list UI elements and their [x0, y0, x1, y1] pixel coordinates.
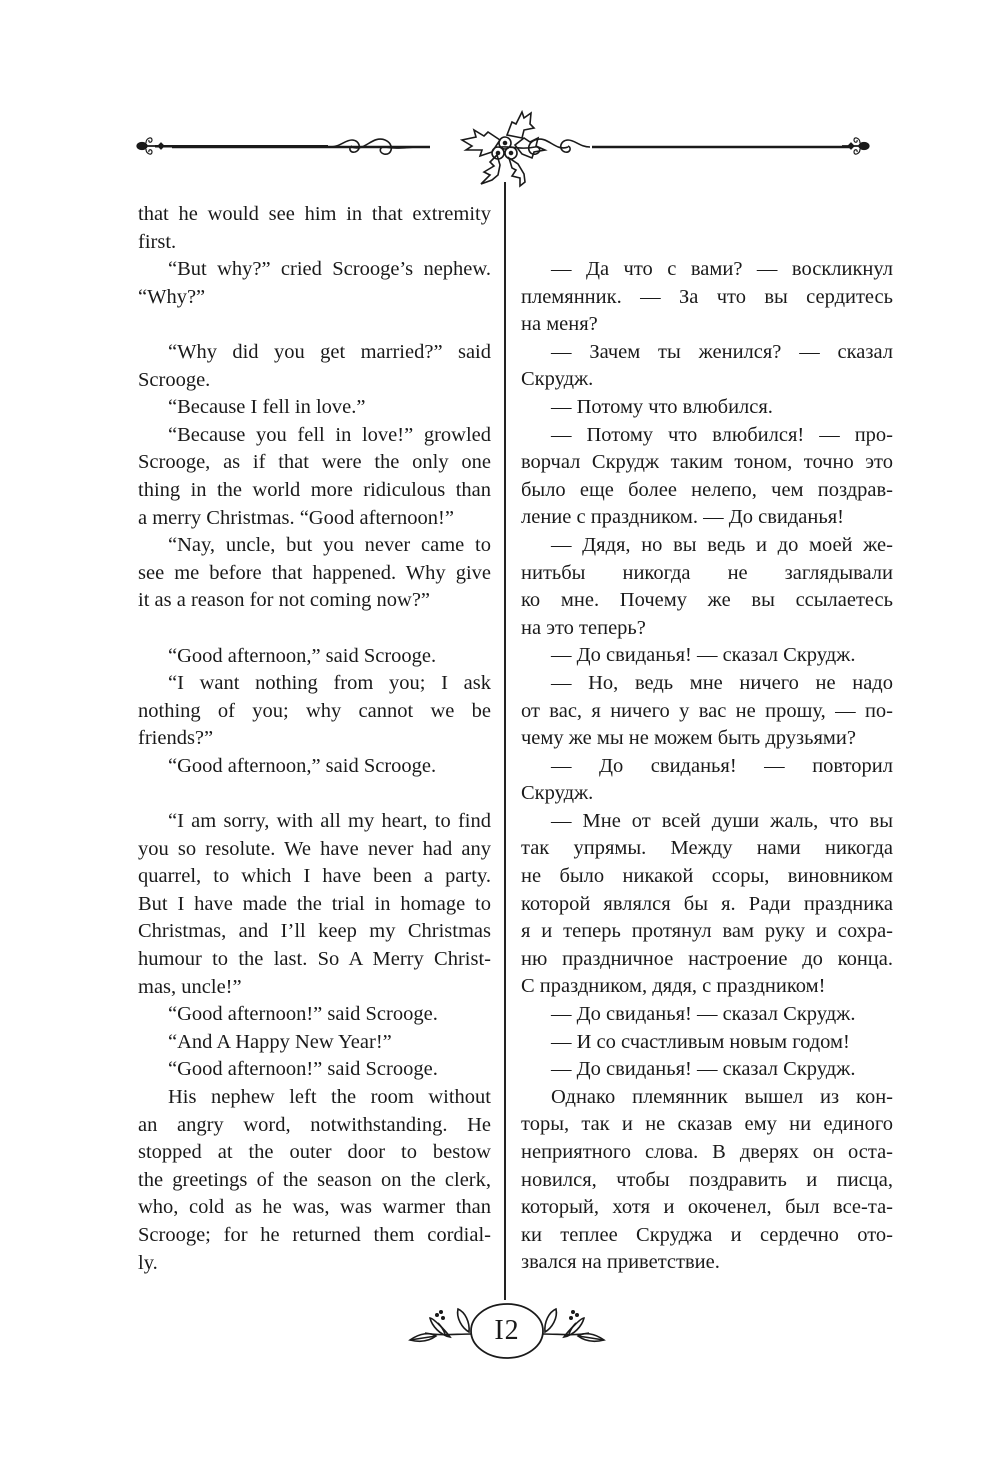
- text-line: на меня?: [521, 313, 598, 336]
- text-line: Scrooge; for he returned them cordial-: [138, 1223, 491, 1246]
- text-line: — До свиданья! — сказал Скрудж.: [551, 1058, 856, 1081]
- text-line: “I am sorry, with all my heart, to find: [168, 810, 491, 833]
- text-line: see me before that happened. Why give: [138, 561, 491, 584]
- text-line: торы, так и не сказав ему ни единого: [521, 1113, 893, 1136]
- text-line: Scrooge, as if that were the only one: [138, 451, 491, 474]
- text-line: — Но, ведь мне ничего не надо: [551, 671, 893, 694]
- text-line: — Зачем ты женился? — сказал: [551, 340, 893, 363]
- text-line: — До свиданья! — сказал Скрудж.: [551, 1003, 856, 1026]
- text-line: который, хотя и окоченел, был все-та-: [521, 1196, 893, 1219]
- text-line: Скрудж.: [521, 368, 594, 391]
- paragraph-gap: [138, 780, 491, 808]
- text-line: С праздником, дядя, с праздником!: [521, 975, 826, 998]
- text-line: “Because I fell in love.”: [168, 396, 366, 419]
- text-line: на это теперь?: [521, 616, 646, 639]
- text-line: Christmas, and I’ll keep my Christmas: [138, 920, 491, 943]
- text-line: you so resolute. We have never had any: [138, 837, 491, 860]
- text-line: “Nay, uncle, but you never came to: [168, 534, 491, 557]
- text-line: новился, чтобы поздравить и писца,: [521, 1168, 893, 1191]
- text-line: — Да что с вами? — воскликнул: [551, 258, 893, 280]
- english-column: [138, 201, 491, 1277]
- page-number: I2: [494, 1315, 520, 1346]
- text-line: “I want nothing from you; I ask: [168, 672, 491, 695]
- text-line: — До свиданья! — сказал Скрудж.: [551, 644, 856, 667]
- text-line: “And A Happy New Year!”: [168, 1030, 392, 1053]
- text-line: Scrooge.: [138, 368, 211, 391]
- text-line: friends?”: [138, 727, 214, 750]
- text-line: ly.: [138, 1251, 158, 1274]
- text-line: — Дядя, но вы ведь и до моей же-: [551, 533, 893, 556]
- text-line: “But why?” cried Scrooge’s nephew.: [168, 258, 491, 281]
- text-line: неприятного слова. В дверях он оста-: [521, 1141, 893, 1163]
- text-line: “Why?”: [138, 285, 206, 308]
- text-line: от вас, я ничего у вас не прошу, — по-: [521, 699, 893, 722]
- text-line: — До свиданья! — повторил: [551, 754, 893, 777]
- text-line: ки теплее Скруджа и сердечно ото-: [521, 1223, 893, 1246]
- text-line: it as a reason for not coming now?”: [138, 589, 431, 612]
- russian-column: [521, 256, 893, 1277]
- text-line: “Good afternoon,” said Scrooge.: [168, 754, 437, 777]
- text-line: the greetings of the season on the clerk,: [138, 1168, 491, 1191]
- text-line: mas, uncle!”: [138, 975, 242, 998]
- text-line: first.: [138, 230, 177, 253]
- text-line: “Good afternoon,” said Scrooge.: [168, 644, 437, 667]
- text-line: — Потому что влюбился! — про-: [551, 423, 893, 446]
- paragraph-gap: [138, 615, 491, 643]
- text-line: было еще более нелепо, чем поздрав-: [521, 478, 893, 501]
- text-line: звался на приветствие.: [521, 1251, 720, 1274]
- text-line: “Because you fell in love!” growled: [168, 423, 491, 446]
- holly-divider-ornament: [0, 0, 1000, 200]
- text-line: так упрямы. Между нами никогда: [521, 837, 893, 860]
- text-line: чему же мы не можем быть друзьями?: [521, 727, 856, 750]
- text-line: “Good afternoon!” said Scrooge.: [168, 1058, 438, 1081]
- text-line: who, cold as he was, was warmer than: [138, 1196, 491, 1219]
- text-line: “Good afternoon!” said Scrooge.: [168, 1003, 438, 1026]
- text-line: His nephew left the room without: [168, 1086, 491, 1108]
- text-line: an angry word, notwithstanding. He: [138, 1113, 491, 1136]
- text-line: “Why did you get married?” said: [168, 340, 491, 363]
- text-line: ление с праздником. — До свиданья!: [521, 506, 844, 529]
- text-line: that he would see him in that extremity: [138, 203, 491, 225]
- text-line: Скрудж.: [521, 782, 594, 805]
- text-line: humour to the last. So A Merry Christ-: [138, 948, 491, 971]
- text-line: quarrel, to which I have been a party.: [138, 865, 491, 888]
- text-line: — И со счастливым новым годом!: [551, 1030, 850, 1053]
- text-line: ворчал Скрудж таким тоном, точно это: [521, 451, 893, 474]
- text-line: thing in the world more ridiculous than: [138, 478, 491, 501]
- text-line: племянник. — За что вы сердитесь: [521, 285, 893, 308]
- text-line: — Потому что влюбился.: [551, 395, 773, 418]
- text-line: — Мне от всей души жаль, что вы: [551, 809, 893, 832]
- text-line: nothing of you; why cannot we be: [138, 699, 491, 722]
- text-line: ню праздничное настроение до конца.: [521, 947, 893, 970]
- text-line: которой являлся бы я. Ради праздника: [521, 892, 893, 915]
- text-line: нитьбы никогда не заглядывали: [521, 561, 893, 584]
- paragraph-gap: [138, 311, 491, 339]
- text-line: a merry Christmas. “Good afternoon!”: [138, 506, 454, 529]
- text-line: Однако племянник вышел из кон-: [551, 1085, 893, 1108]
- text-line: But I have made the trial in homage to: [138, 892, 491, 915]
- text-line: ко мне. Почему же вы ссылаетесь: [521, 589, 893, 612]
- text-line: не было никакой ссоры, виновником: [521, 865, 893, 888]
- text-line: я и теперь протянул вам руку и сохра-: [521, 920, 893, 943]
- text-line: stopped at the outer door to bestow: [138, 1141, 491, 1164]
- column-divider: [504, 182, 506, 1300]
